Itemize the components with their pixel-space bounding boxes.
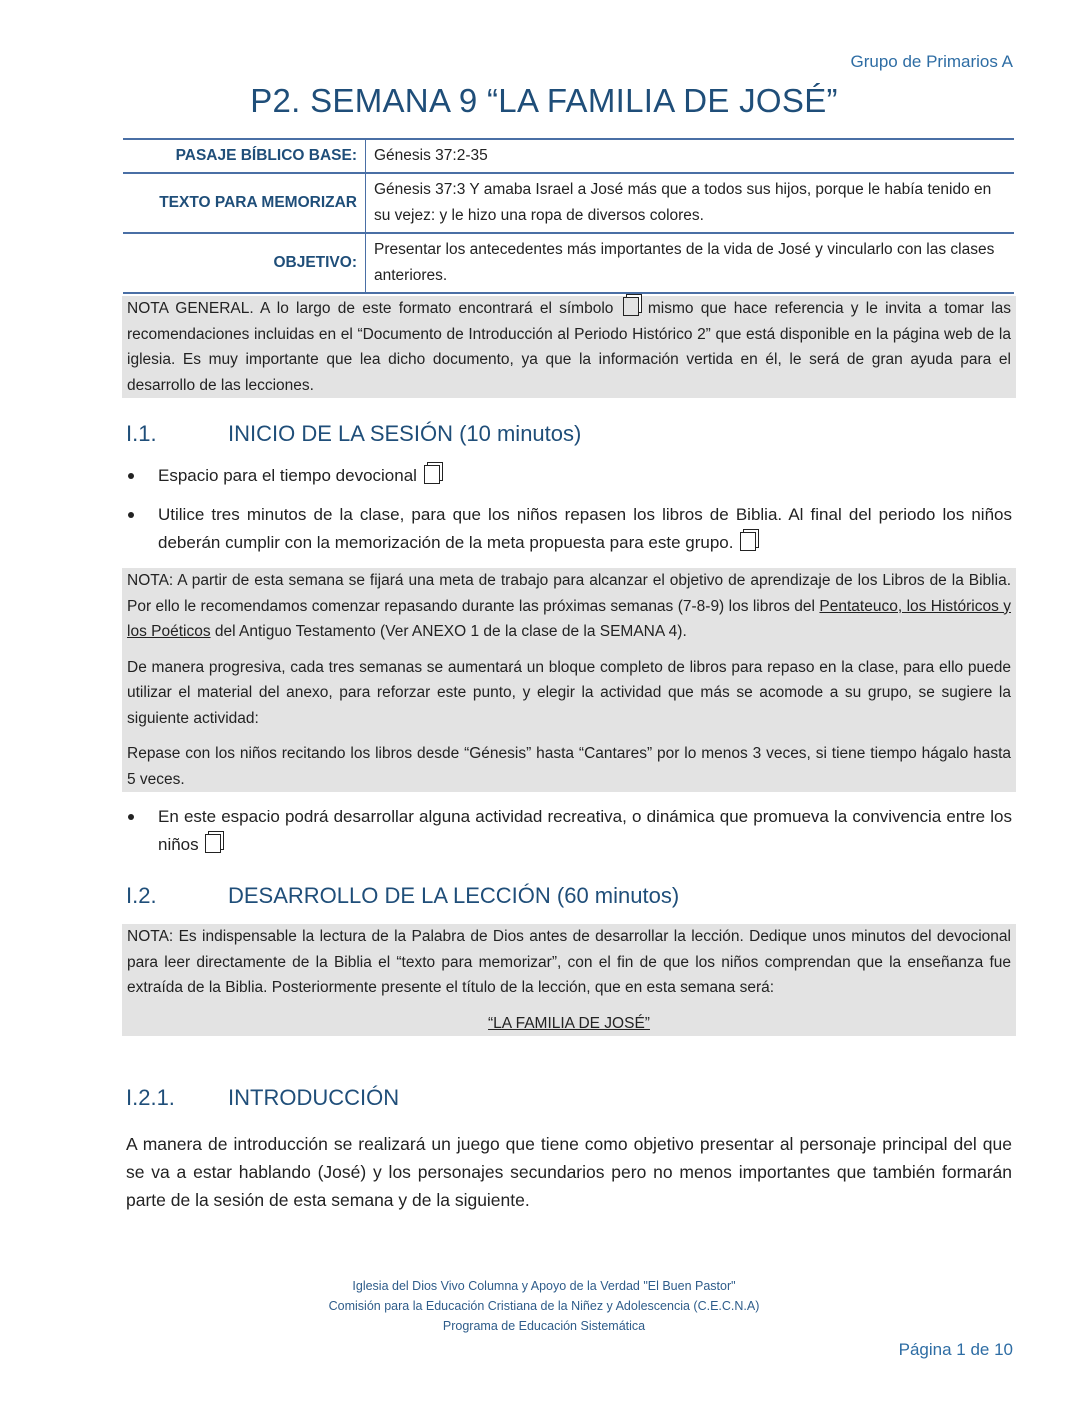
objetivo-label: OBJETIVO: [123,233,366,293]
footer-line: Comisión para la Educación Cristiana de la Niñez y Adolescencia (C.E.C.N.A) [328,1299,760,1313]
list-item-text: Espacio para el tiempo devocional [158,466,417,485]
section-number: I.2. [126,883,157,908]
general-note-text-2: mismo que hace referencia y le invita a tomar las recomendaciones incluidas en el “Documento de Introducción al Periodo Histórico 2” que está disponible en la página web de la iglesia. Es muy importante que lea dicho documento, ya que la información vertida en él, le será de gran ayuda para el desarrollo de las lecciones. [127,300,1011,394]
texto-memorizar-label: TEXTO PARA MEMORIZAR [123,173,366,233]
note-paragraph: Repase con los niños recitando los libros desde “Génesis” hasta “Cantares” por lo menos 3 veces, si tiene tiempo hágalo hasta 5 veces. [127,745,1011,788]
section-number: I.2.1. [126,1085,175,1110]
note-text: del Antiguo Testamento (Ver ANEXO 1 de la clase de la SEMANA 4). [214,623,687,640]
bullet-list-inicio [126,462,1012,557]
note-text: NOTA: A partir de esta semana se fijará una meta de trabajo para alcanzar el objetivo de aprendizaje de los Libros de la Biblia. Por ello le recomendamos comenzar repasando durante las próximas semanas (7-8-9) los libros del [127,572,1011,615]
note-paragraph: NOTA: Es indispensable la lectura de la Palabra de Dios antes de desarrollar la lección. Dedique unos minutos del devocional para leer directamente de la Biblia el “texto para memorizar”, con el fin de que los niños comprendan que la enseñanza fue extraída de la Biblia. Posteriormente presente el título de la lección, que en esta semana será: [127,928,1011,996]
note-lectura-palabra [122,924,1016,1036]
section-heading-inicio [126,421,581,447]
lesson-title-callout [127,1011,1011,1037]
footer-line: Iglesia del Dios Vivo Columna y Apoyo de la Verdad "El Buen Pastor" [352,1279,736,1293]
objetivo-value: Presentar los antecedentes más importantes de la vida de José y vincularlo con las clases anteriores. [366,233,1015,293]
page-number: Página 1 de 10 [898,1340,1013,1359]
list-item-text: En este espacio podrá desarrollar alguna actividad recreativa, o dinámica que promueva la convivencia entre los niños [158,807,1012,854]
section-heading-desarrollo [126,883,679,909]
note-paragraph: De manera progresiva, cada tres semanas se aumentará un bloque completo de libros para repaso en la clase, para ello puede utilizar el material del anexo, para reforzar este punto, y elegir la actividad que más se acomode a su grupo, se sugiere la siguiente actividad: [127,658,1011,727]
page-footer [0,1276,1088,1336]
section-heading-introduccion [126,1085,399,1111]
list-item [126,462,1012,490]
section-title: DESARROLLO DE LA LECCIÓN (60 minutos) [228,883,680,908]
list-item-text: Utilice tres minutos de la clase, para que los niños repasen los libros de Biblia. Al final del periodo los niños deberán cumplir con la memorización de la meta propuesta para este grupo. [158,505,1012,552]
note-libros-biblia [122,568,1016,792]
note-underlined-text: Pentateuco, los Históricos y los Poéticos [127,597,1011,640]
list-item [126,501,1012,557]
bullet-list-convivencia [126,803,1012,859]
footer-line: Programa de Educación Sistemática [442,1319,646,1333]
intro-paragraph: A manera de introducción se realizará un juego que tiene como objetivo presentar al personaje principal del que se va a estar hablando (José) y los personajes secundarios pero no menos importantes que también formarán parte de la sesión de esta semana y de la siguiente. [126,1134,1012,1210]
section-title: INICIO DE LA SESIÓN (10 minutos) [228,421,582,446]
header-group-label: Grupo de Primarios A [850,52,1013,71]
general-note-text-1: NOTA GENERAL. A lo largo de este formato encontrará el símbolo [127,300,614,317]
pasaje-value: Génesis 37:2-35 [366,139,1015,173]
book-icon [623,297,639,316]
lesson-title-text: “LA FAMILIA DE JOSÉ” [488,1014,650,1032]
book-icon [424,465,440,484]
lesson-info-table [123,138,1014,294]
table-row [123,173,1014,233]
table-row [123,233,1014,293]
pasaje-label: PASAJE BÍBLICO BASE: [123,139,366,173]
section-title: INTRODUCCIÓN [228,1085,400,1110]
book-icon [205,834,221,853]
texto-memorizar-value: Génesis 37:3 Y amaba Israel a José más que a todos sus hijos, porque le había tenido en su vejez: y le hizo una ropa de diversos colores. [366,173,1015,233]
list-item [126,803,1012,859]
section-number: I.1. [126,421,157,446]
book-icon [740,532,756,551]
table-row [123,139,1014,173]
note-paragraph [127,568,1011,645]
general-note [122,296,1016,398]
page-title: P2. SEMANA 9 “LA FAMILIA DE JOSÉ” [250,82,838,119]
